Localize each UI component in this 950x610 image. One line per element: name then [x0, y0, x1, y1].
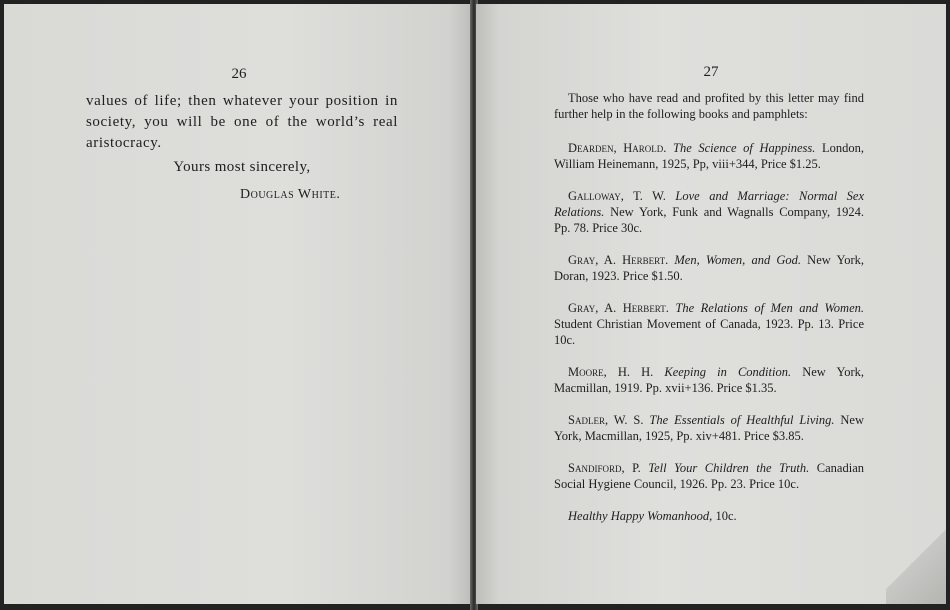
entry-details: New York, Macmillan, 1925, Pp. xiv+481. Price $3.85. — [554, 413, 865, 443]
letter-closing-paragraph: values of life; then whatever your position in society, you will be one of the world’s real aristocracy. — [86, 93, 398, 151]
page-corner-fold — [886, 514, 946, 604]
entry-price: 10c. — [715, 509, 737, 523]
entry-title: Tell Your Children the Truth. — [648, 461, 810, 475]
bibliography-entry — [554, 140, 864, 172]
bibliography-entry — [554, 300, 864, 348]
page-number-right: 27 — [703, 64, 719, 80]
bibliography-entry — [554, 364, 864, 396]
left-page — [4, 4, 472, 604]
bibliography-entry — [554, 252, 864, 284]
entry-author: Sandiford, P. — [568, 461, 641, 475]
entry-title: Love and Marriage: Normal Sex Relations. — [554, 189, 865, 219]
entry-details: Student Christian Movement of Canada, 1923. Pp. 13. Price 10c. — [554, 317, 864, 347]
reading-list-intro: Those who have read and profited by this letter may find further help in the following books and pamphlets: — [554, 91, 864, 121]
bibliography-entry — [554, 188, 864, 236]
entry-details: New York, Macmillan, 1919. Pp. xvii+136. Price $1.35. — [554, 365, 865, 395]
right-page — [476, 4, 946, 604]
final-pamphlet-entry — [554, 508, 864, 524]
reading-list — [554, 90, 864, 524]
entry-title: The Essentials of Healthful Living. — [649, 413, 835, 427]
entry-author: Gray, A. Herbert. — [568, 253, 669, 267]
entry-title: Keeping in Condition. — [664, 365, 792, 379]
entry-author: Sadler, W. S. — [568, 413, 644, 427]
entry-title: Men, Women, and God. — [674, 253, 802, 267]
letter-closing-salutation: Yours most sincerely, — [173, 159, 311, 175]
entry-title: The Relations of Men and Women. — [675, 301, 865, 315]
entry-title: Healthy Happy Womanhood, — [568, 509, 713, 523]
entry-details: New York, Doran, 1923. Price $1.50. — [554, 253, 865, 283]
entry-author: Moore, H. H. — [568, 365, 654, 379]
bibliography-entry — [554, 460, 864, 492]
entry-details: Canadian Social Hygiene Council, 1926. Pp. 23. Price 10c. — [554, 461, 865, 491]
entry-author: Gray, A. Herbert. — [568, 301, 669, 315]
entry-author: Galloway, T. W. — [568, 189, 666, 203]
page-number-left: 26 — [231, 66, 247, 82]
entry-details: New York, Funk and Wagnalls Company, 1924. Pp. 78. Price 30c. — [554, 205, 865, 235]
entry-title: The Science of Happiness. — [673, 141, 816, 155]
bibliography-entry — [554, 412, 864, 444]
entry-author: Dearden, Harold. — [568, 141, 667, 155]
letter-signature: Douglas White. — [240, 187, 341, 202]
entry-details: London, William Heinemann, 1925, Pp, viii+344, Price $1.25. — [554, 141, 864, 171]
